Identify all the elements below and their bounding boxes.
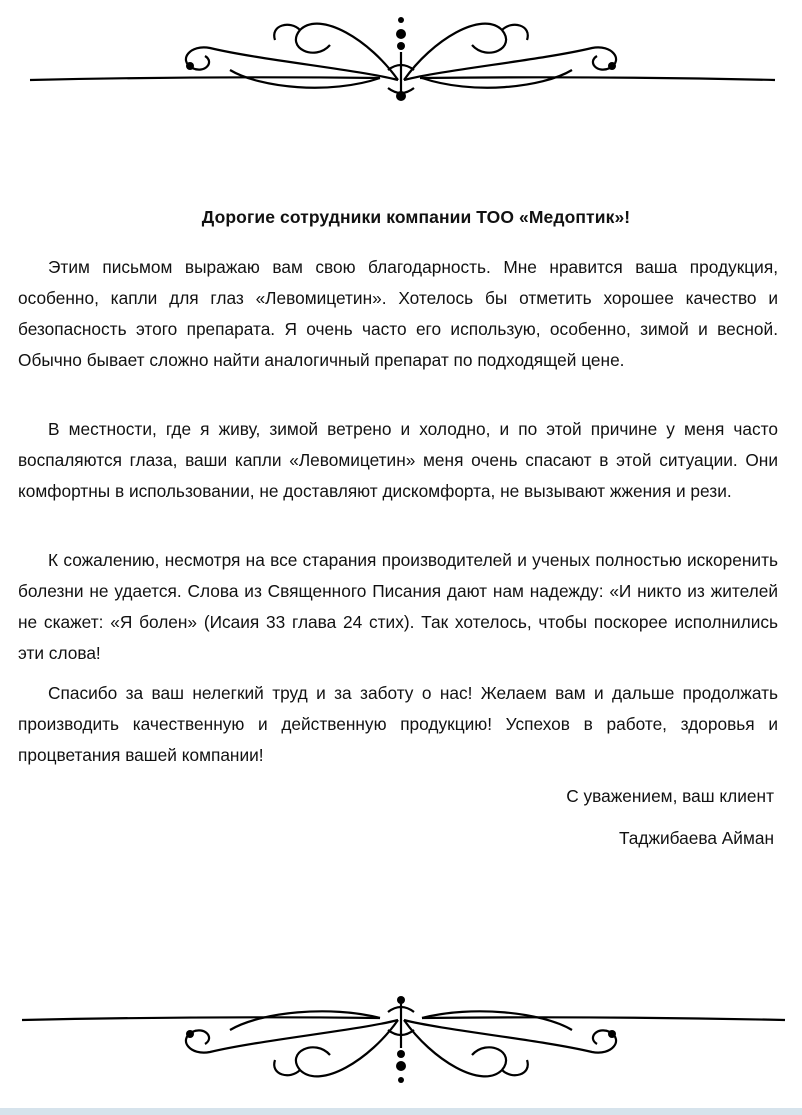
signature: Таджибаева Айман	[618, 828, 774, 848]
letter-paragraph-1: Этим письмом выражаю вам свою благодарность. Мне нравится ваша продукция, особенно, капли для глаз «Левомицетин». Хотелось бы отметить хорошее качество и безопасность этого препарата. Я очень часто его использую, особенно, зимой и весной. Обычно бывает сложно найти аналогичный препарат по подходящей цене.	[18, 257, 778, 370]
closing-line: С уважением, ваш клиент	[566, 786, 774, 806]
top-ornament-icon	[0, 0, 802, 110]
letter-paragraph-4: Спасибо за ваш нелегкий труд и за заботу о нас! Желаем вам и дальше продолжать производить качественную и действенную продукцию! Успехов в работе, здоровья и процветания вашей компании!	[18, 683, 778, 765]
bottom-ornament-icon	[0, 990, 802, 1108]
letter-paragraph-3: К сожалению, несмотря на все старания производителей и ученых полностью искоренить болезни не удается. Слова из Священного Писания дают нам надежду: «И никто из жителей не скажет: «Я болен» (Исаия 33 глава 24 стих). Так хотелось, чтобы поскорее исполнились эти слова!	[18, 550, 778, 663]
letter-title: Дорогие сотрудники компании ТОО «Медоптик»!	[201, 207, 631, 227]
page-bottom-strip	[0, 1108, 802, 1115]
letter-paragraph-2: В местности, где я живу, зимой ветрено и холодно, и по этой причине у меня часто воспаляются глаза, ваши капли «Левомицетин» меня очень спасают в этой ситуации. Они комфортны в использовании, не доставляют дискомфорта, не вызывают жжения и рези.	[18, 419, 778, 501]
